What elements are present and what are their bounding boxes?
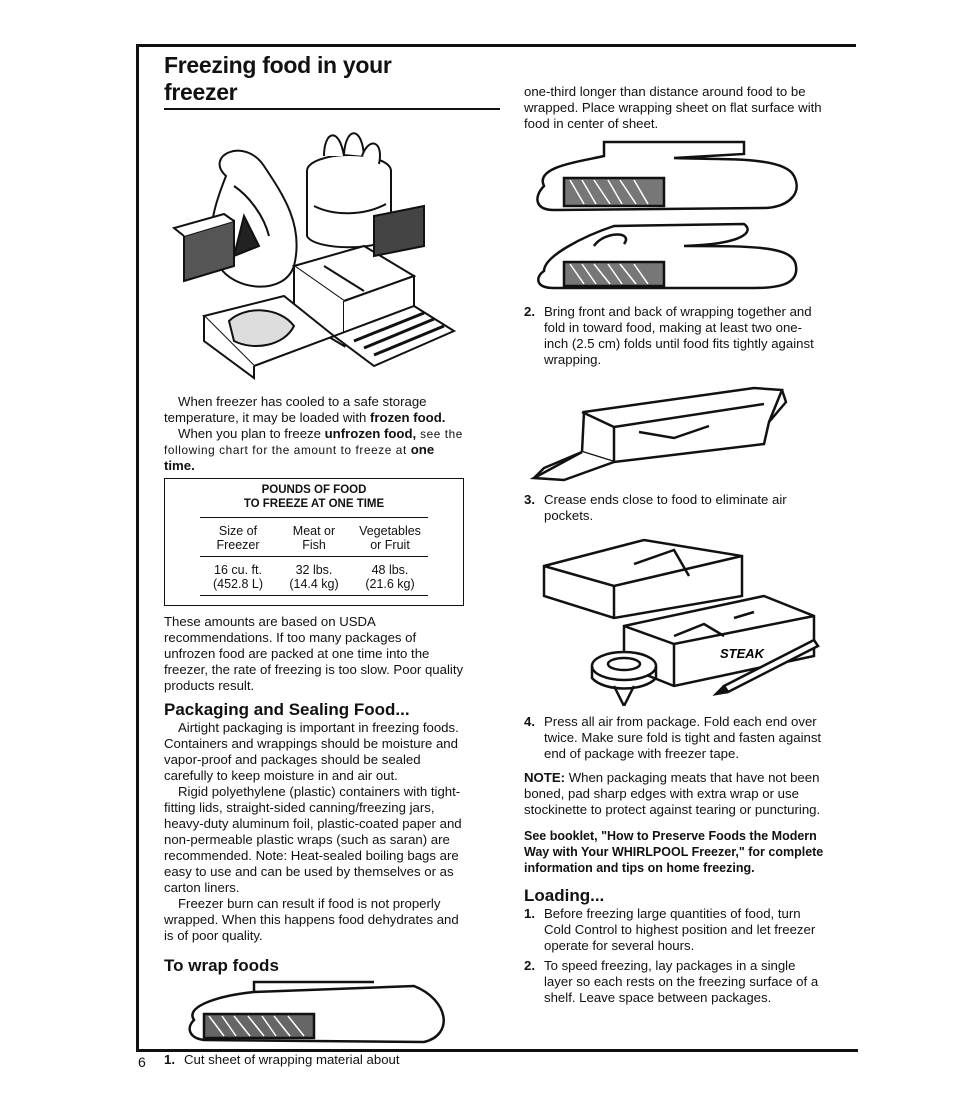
chart-header-cell: Meat or — [292, 524, 336, 538]
wrap-step-1 — [164, 1052, 466, 1068]
chart-header-cell: Vegetables — [359, 524, 421, 538]
chart-data-row-1 — [200, 563, 428, 577]
chart-body — [200, 517, 428, 596]
chart-cell: (452.8 L) — [212, 577, 264, 591]
note-paragraph: NOTE: When packaging meats that have not been boned, pad sharp edges with extra wrap or use stockinette to protect against tearing or puncturing. — [524, 770, 821, 817]
booklet-note: See booklet, "How to Preserve Foods the Modern Way with Your WHIRLPOOL Freezer," for complete information and tips on home freezing. — [524, 829, 824, 875]
step-number: 3. — [524, 492, 535, 507]
wrap-step-4 — [524, 714, 826, 762]
wrap-sheet-icon — [164, 980, 466, 1048]
chart-bottom-rule — [200, 595, 428, 596]
packaging-paragraph-3: Freezer burn can result if food is not properly wrapped. When this happens food dehydrates and is of poor quality. — [164, 896, 459, 943]
chart-top-rule — [200, 517, 428, 518]
chart-cell: (21.6 kg) — [365, 577, 415, 591]
step-number: 1. — [524, 906, 535, 921]
wrap-step-2 — [524, 304, 826, 368]
sheet-fold-icon — [524, 136, 826, 294]
frame-top-rule — [136, 44, 856, 47]
chart-data-row-2 — [200, 577, 428, 591]
chart-header-row-1 — [200, 524, 428, 538]
step-text: Cut sheet of wrapping material about — [184, 1052, 400, 1067]
frozen-food-assortment-icon — [164, 116, 466, 382]
chart-header-cell: Size of — [218, 524, 258, 538]
step-number: 1. — [164, 1052, 175, 1067]
freeze-amount-chart — [164, 478, 466, 606]
step-text: Before freezing large quantities of food, turn Cold Control to highest position and let freezer operate for several hours. — [544, 906, 816, 953]
fold-wrap-icon — [524, 382, 826, 486]
frame-left-rule — [136, 44, 139, 1052]
tape-label: STEAK — [720, 646, 765, 661]
step-number: 4. — [524, 714, 535, 729]
wrap-heading: To wrap foods — [164, 956, 279, 975]
step-number: 2. — [524, 958, 535, 973]
chart-title-line-1: POUNDS OF FOOD — [261, 484, 367, 496]
left-column — [164, 52, 466, 1068]
title-underline — [164, 108, 500, 110]
loading-heading: Loading... — [524, 886, 605, 905]
chart-header-rule — [200, 556, 428, 557]
usda-note: These amounts are based on USDA recommendations. If too many packages of unfrozen food are packed at one time into the freezer, the rate of freezing is too slow. Poor quality products result. — [164, 614, 464, 693]
loading-step-2 — [524, 958, 826, 1006]
chart-cell: 48 lbs. — [371, 563, 409, 577]
chart-cell: (14.4 kg) — [289, 577, 339, 591]
chart-cell: 16 cu. ft. — [214, 563, 262, 577]
chart-header-cell: Fish — [302, 538, 326, 552]
chart-header-cell: Freezer — [216, 538, 260, 552]
step-text: Bring front and back of wrapping together and fold in toward food, making at least two one-inch (2.5 cm) folds until food fits tightly against wrapping. — [544, 304, 814, 367]
right-column — [524, 84, 826, 1006]
page-title: Freezing food in your freezer — [164, 52, 392, 105]
wrap-step-3 — [524, 492, 826, 524]
taped-packages-icon — [524, 536, 826, 706]
intro-paragraph-2: When you plan to freeze unfrozen food, see the following chart for the amount to freeze at one time. — [164, 426, 463, 473]
wrap-step-1-continued: one-third longer than distance around food to be wrapped. Place wrapping sheet on flat surface with food in center of sheet. — [524, 84, 822, 131]
chart-header-row-2 — [200, 538, 428, 552]
chart-header-cell: or Fruit — [370, 538, 410, 552]
page-number: 6 — [138, 1054, 146, 1070]
chart-cell: 32 lbs. — [295, 563, 333, 577]
step-text: To speed freezing, lay packages in a single layer so each rests on the freezing surface of a shelf. Leave space between packages. — [544, 958, 819, 1005]
loading-step-1 — [524, 906, 826, 954]
packaging-paragraph-2: Rigid polyethylene (plastic) containers with tight-fitting lids, straight-sided canning/freezing jars, heavy-duty aluminum foil, plastic-coated paper and non-permeable plastic wraps (such as saran) are recommended. Note: Heat-sealed boiling bags are easy to use and can be used by themselves or as carton liners. — [164, 784, 462, 895]
intro-paragraph-1: When freezer has cooled to a safe storage temperature, it may be loaded with frozen food. — [164, 394, 446, 425]
step-number: 2. — [524, 304, 535, 319]
step-text: Crease ends close to food to eliminate air pockets. — [544, 492, 787, 523]
step-text: Press all air from package. Fold each end over twice. Make sure fold is tight and fasten against end of package with freezer tape. — [544, 714, 822, 761]
packaging-paragraph-1: Airtight packaging is important in freezing foods. Containers and wrappings should be moisture and vapor-proof and packages should be sealed carefully to keep moisture in and air out. — [164, 720, 459, 783]
chart-title-line-2: TO FREEZE AT ONE TIME — [243, 498, 385, 510]
packaging-heading: Packaging and Sealing Food... — [164, 700, 410, 719]
